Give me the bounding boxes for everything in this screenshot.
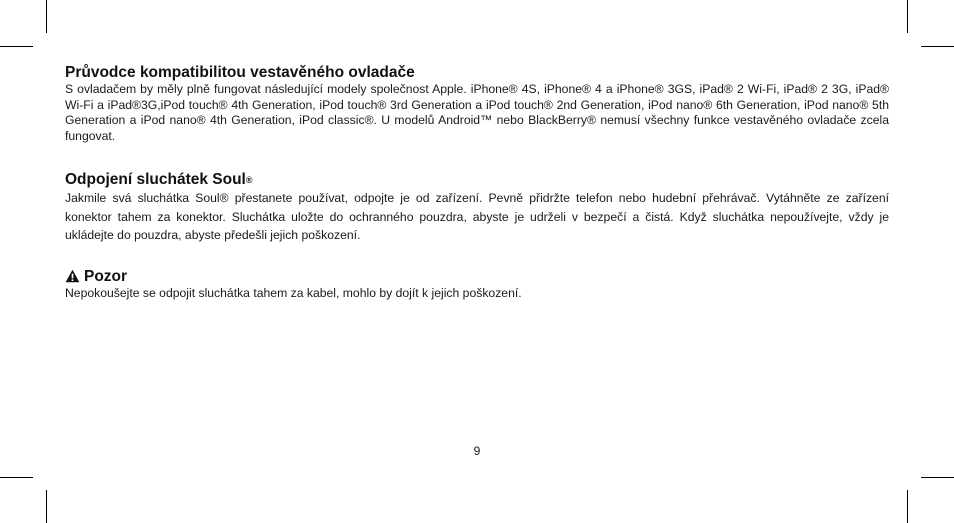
section-body: Jakmile svá sluchátka Soul® přestanete používat, odpojte je od zařízení. Pevně přidržte telefon nebo hudební přehrávač. Vytáhněte ze zařízení konektor tahem za konektor. Sluchátka uložte do ochranného pouzdra, abyste je udrželi v bezpečí a čistá. Když sluchátka nepoužívejte, vždy je ukládejte do pouzdra, abyste předešli jejich poškození. bbox=[65, 191, 889, 242]
section-heading-text: Pozor bbox=[84, 267, 128, 285]
section-compatibility bbox=[65, 64, 889, 144]
page-content bbox=[65, 64, 889, 301]
section-heading-text: Odpojení sluchátek Soul bbox=[65, 171, 246, 188]
section-body: S ovladačem by měly plně fungovat následující modely společnost Apple. iPhone® 4S, iPhone® 4 a iPhone® 3GS, iPad® 2 Wi-Fi, iPad® 2 3G, iPad® Wi-Fi a iPad®3G,iPod touch® 4th Generation, iPod touch® 3rd Generation a iPod touch® 2nd Generation, iPod nano® 6th Generation, iPod nano® 5th Generation a iPod nano® 4th Generation, iPod classic®. U modelů Android™ nebo BlackBerry® nemusí všechny funkce vestavěného ovladače zcela fungovat. bbox=[65, 82, 889, 143]
section-body: Nepokoušejte se odpojit sluchátka tahem za kabel, mohlo by dojít k jejich poškození. bbox=[65, 285, 522, 300]
section-warning bbox=[65, 268, 889, 302]
crop-mark-bottom-left-horizontal bbox=[0, 477, 33, 478]
section-heading: Odpojení sluchátek Soul ® bbox=[65, 171, 253, 188]
crop-mark-top-left-horizontal bbox=[0, 46, 33, 47]
page-number: 9 bbox=[473, 444, 481, 458]
section-heading bbox=[65, 268, 889, 286]
crop-mark-bottom-left-vertical bbox=[46, 490, 47, 523]
crop-mark-bottom-right-horizontal bbox=[921, 477, 954, 478]
warning-icon bbox=[65, 269, 80, 283]
crop-mark-top-left-vertical bbox=[46, 0, 47, 33]
section-heading: Průvodce kompatibilitou vestavěného ovladače bbox=[65, 64, 415, 81]
section-disconnect bbox=[65, 171, 889, 245]
crop-mark-top-right-vertical bbox=[907, 0, 908, 33]
crop-mark-bottom-right-vertical bbox=[907, 490, 908, 523]
crop-mark-top-right-horizontal bbox=[921, 46, 954, 47]
